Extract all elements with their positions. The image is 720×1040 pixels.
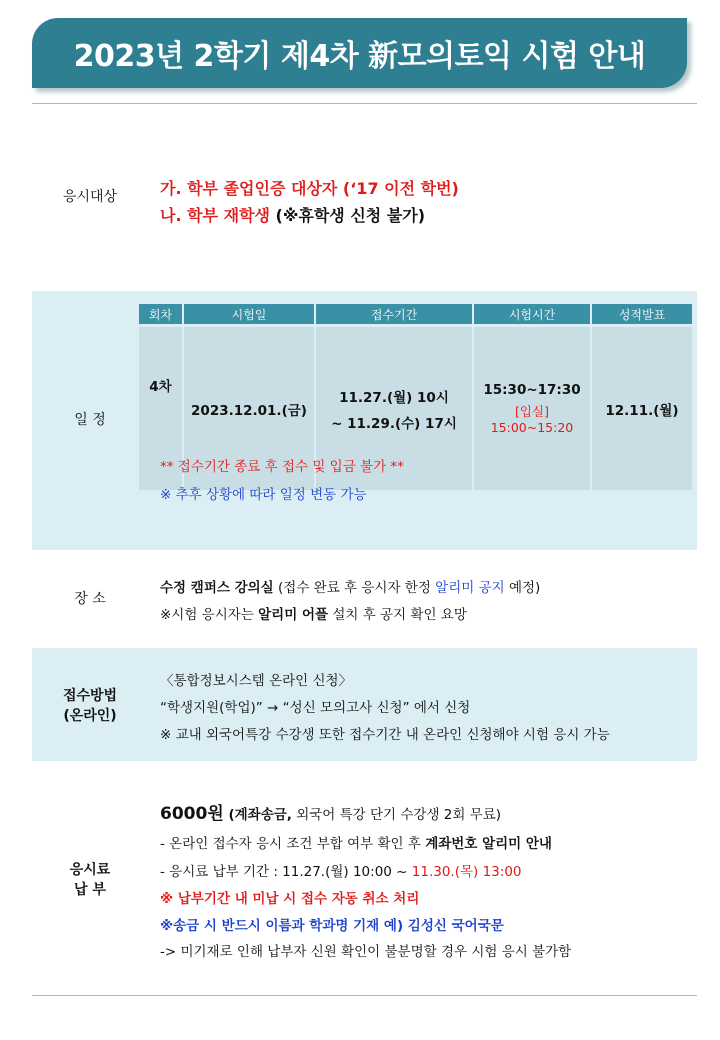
method-line-2: “학생지원(학업)” → “성신 모의고사 신청” 에서 신청: [160, 700, 471, 716]
location-place: 수정 캠퍼스 강의실: [160, 580, 274, 596]
cell-round: 4차: [139, 327, 182, 490]
location-notice: 알리미 공지: [435, 580, 505, 596]
fee-label: [40, 860, 140, 900]
location-note-app: 알리미 어플: [258, 607, 329, 623]
reg-period-end: ~ 11.29.(수) 17시: [331, 415, 457, 432]
fee-line-4: ※ 납부기간 내 미납 시 접수 자동 취소 처리: [160, 891, 420, 907]
location-paren-b: 예정): [504, 580, 541, 596]
exam-time: 15:30~17:30: [483, 382, 581, 398]
location-paren-a: (접수 완료 후 응시자 한정: [273, 580, 436, 596]
header-exam-date: 시험일: [184, 304, 314, 324]
cell-exam-date: 2023.12.01.(금): [184, 327, 314, 490]
fee-line-3-b: 11.30.(목) 13:00: [411, 864, 522, 880]
fee-line-3-a: - 응시료 납부 기간 : 11.27.(월) 10:00 ~: [160, 864, 412, 880]
fee-line-1: [160, 804, 501, 825]
fee-line-2-a: - 온라인 접수자 응시 조건 부합 여부 확인 후: [160, 836, 426, 852]
header-result: 성적발표: [592, 304, 692, 324]
title-banner: [32, 18, 687, 88]
method-line-3: ※ 교내 외국어특강 수강생 또한 접수기간 내 온라인 신청해야 시험 응시 가능: [160, 727, 610, 743]
fee-label-2: 납 부: [74, 882, 106, 898]
method-label-1: 접수방법: [62, 688, 118, 704]
fee-line-3: [160, 862, 522, 882]
schedule-label: 일 정: [74, 412, 106, 428]
fee-line-2: [160, 834, 552, 854]
header-reg-period: 접수기간: [316, 304, 472, 324]
table-header-row: [139, 304, 692, 324]
fee-amount-bold-note: (계좌송금,: [223, 807, 292, 823]
fee-line-2-b: 계좌번호 알리미 안내: [425, 836, 552, 852]
location-label: 장 소: [74, 591, 106, 607]
eligibility-line-1: 가. 학부 졸업인증 대상자 (‘17 이전 학번): [160, 179, 459, 198]
method-line-1: 〈통합정보시스템 온라인 신청〉: [160, 673, 353, 689]
divider-bottom: [32, 995, 697, 996]
eligibility-line-2-main: 나. 학부 재학생: [160, 206, 276, 225]
fee-line-5: ※송금 시 반드시 이름과 학과명 기재 예) 김성신 국어국문: [160, 918, 504, 934]
eligibility-line-2-note: (※휴학생 신청 불가): [275, 206, 426, 225]
page-title: 2023년 2학기 제4차 新모의토익 시험 안내: [73, 39, 646, 74]
schedule-note-1: ** 접수기간 종료 후 접수 및 입금 불가 **: [160, 459, 404, 475]
location-note-b: 설치 후 공지 확인 요망: [328, 607, 467, 623]
header-round: 회차: [139, 304, 182, 324]
eligibility-label: 응시대상: [62, 189, 118, 205]
entry-time: 15:00~15:20: [490, 420, 574, 435]
method-label-2: (온라인): [63, 708, 117, 724]
schedule-note-2: ※ 추후 상황에 따라 일정 변동 가능: [160, 487, 367, 503]
method-label: [40, 686, 140, 726]
divider: [32, 103, 697, 104]
cell-result: 12.11.(월): [592, 327, 692, 490]
location-note-a: ※시험 응시자는: [160, 607, 259, 623]
entry-label: [입실]: [515, 404, 549, 419]
fee-amount-note: 외국어 특강 단기 수강생 2회 무료): [291, 807, 502, 823]
eligibility-line-2: [160, 204, 425, 228]
header-exam-time: 시험시간: [474, 304, 590, 324]
fee-label-1: 응시료: [69, 862, 111, 878]
location-line-2: [160, 605, 467, 625]
reg-period-start: 11.27.(월) 10시: [339, 389, 449, 406]
location-line-1: [160, 578, 540, 598]
cell-exam-time: [474, 327, 590, 490]
fee-line-6: -> 미기재로 인해 납부자 신원 확인이 불분명할 경우 시험 응시 불가함: [160, 944, 572, 960]
fee-amount: 6000원: [160, 804, 224, 824]
